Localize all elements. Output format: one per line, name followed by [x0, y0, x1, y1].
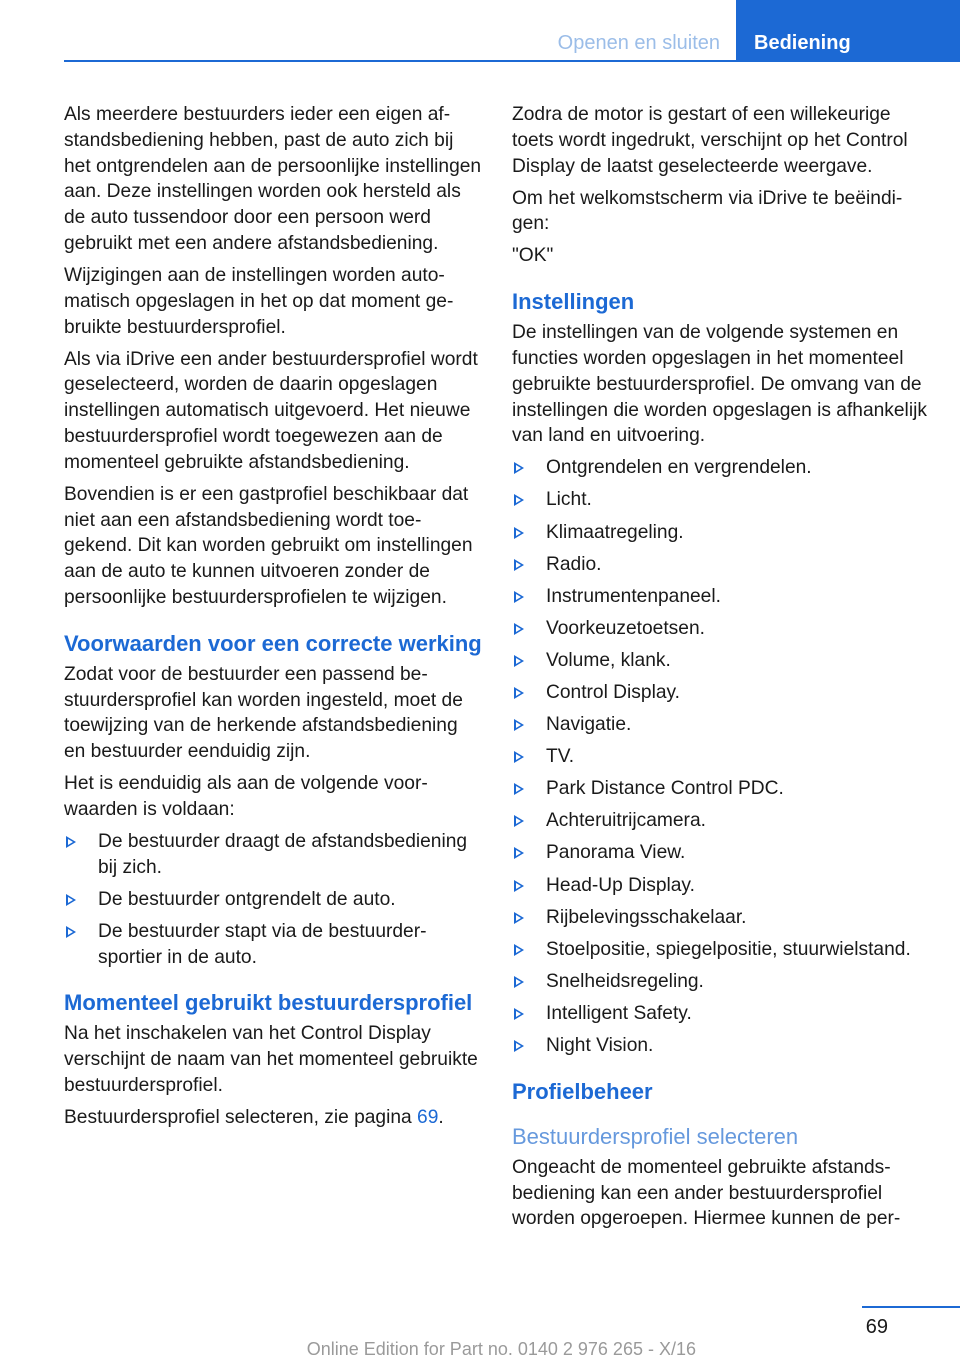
heading-conditions: Voorwaarden voor een correcte werking: [64, 630, 482, 656]
header-chapter-tab: Bediening: [736, 0, 960, 62]
list-item: Head-Up Display.: [512, 873, 928, 899]
list-item: Stoelpositie, spiegelpositie, stuurwielstand.: [512, 937, 928, 963]
list-item: Licht.: [512, 487, 928, 513]
paragraph: Als meerdere bestuurders ieder een eigen afstandsbediening hebben, past de auto zich bij het ontgrendelen aan de persoonlijke instellingen aan. Deze instellingen worden ook hersteld als de auto tussendoor door een persoon werd gebruikt met een andere afstandsbediening.: [64, 104, 482, 254]
list-item: Rijbelevingsschakelaar.: [512, 905, 928, 931]
list-item: Ontgrendelen en vergrendelen.: [512, 455, 928, 481]
paragraph: Bovendien is er een gastprofiel beschikbaar dat niet aan een afstandsbediening wordt toegekend. Dit kan worden gebruikt om instellingen aan de auto te kunnen uitvoeren zonder de persoonlijke bestuurdersprofielen te wijzigen.: [64, 483, 473, 608]
paragraph-with-page-reference: [64, 1105, 482, 1131]
list-item: Night Vision.: [512, 1033, 928, 1059]
page-number: 69: [865, 1316, 888, 1338]
left-column: [64, 102, 482, 1137]
paragraph: Ongeacht de momenteel gebruikte afstandsbediening kan een ander bestuurdersprofiel worden opgeroepen. Hiermee kunnen de per-: [512, 1156, 901, 1230]
list-item: Control Display.: [512, 680, 928, 706]
list-item: Achteruitrijcamera.: [512, 808, 928, 834]
conditions-list: [64, 829, 482, 971]
list-item: Instrumentenpaneel.: [512, 584, 928, 610]
paragraph: Zodra de motor is gestart of een willekeurige toets wordt ingedrukt, verschijnt op het Control Display de laatst geselecteerde weergave.: [512, 104, 908, 177]
paragraph: Zodat voor de bestuurder een passend bestuurdersprofiel kan worden ingesteld, moet de toewijzing van de herkende afstandsbediening en bestuurder eenduidig zijn.: [64, 663, 463, 763]
paragraph: Het is eenduidig als aan de volgende voorwaarden is voldaan:: [64, 773, 428, 820]
paragraph: Als via iDrive een ander bestuurdersprofiel wordt geselecteerd, worden de daarin opgeslagen instellingen automatisch uitgevoerd. Het nieuwe bestuurdersprofiel wordt toegewezen aan de momenteel gebruikte afstandsbediening.: [64, 348, 478, 473]
paragraph: De instellingen van de volgende systemen en functies worden opgeslagen in het momenteel gebruikte bestuurdersprofiel. De omvang van de instellingen die worden opgeslagen is afhankelijk van land en uitvoering.: [512, 322, 927, 447]
list-item: De bestuurder ontgrendelt de auto.: [64, 887, 482, 913]
page-reference-link[interactable]: 69: [417, 1107, 439, 1129]
heading-current-profile: Momenteel gebruikt bestuurdersprofiel: [64, 990, 473, 1016]
list-item: De bestuurder stapt via de bestuurdersportier in de auto.: [64, 919, 482, 971]
paragraph: "OK": [512, 245, 554, 267]
list-item: Panorama View.: [512, 840, 928, 866]
paragraph: Na het inschakelen van het Control Display verschijnt de naam van het momenteel gebruikte bestuurdersprofiel.: [64, 1023, 478, 1097]
paragraph: Om het welkomstscherm via iDrive te beëindigen:: [512, 187, 903, 235]
edition-footer: Online Edition for Part no. 0140 2 976 265 - X/16: [306, 1339, 696, 1359]
list-item: Intelligent Safety.: [512, 1001, 928, 1027]
heading-settings: Instellingen: [512, 289, 635, 315]
paragraph: Wijzigingen aan de instellingen worden automatisch opgeslagen in het op dat moment gebruikte bestuurdersprofiel.: [64, 264, 454, 338]
page-header: [0, 0, 960, 62]
settings-list: [512, 455, 928, 1058]
right-column: [512, 102, 928, 1238]
subheading-select-profile: Bestuurdersprofiel selecteren: [512, 1123, 799, 1149]
footer-rule: [862, 1306, 960, 1308]
list-item: Klimaatregeling.: [512, 520, 928, 546]
header-rule: [64, 60, 960, 62]
list-item: De bestuurder draagt de afstandsbediening bij zich.: [64, 829, 482, 881]
list-item: Voorkeuzetoetsen.: [512, 616, 928, 642]
reference-end: .: [438, 1107, 444, 1129]
heading-profile-management: Profielbeheer: [512, 1078, 653, 1104]
list-item: Snelheidsregeling.: [512, 969, 928, 995]
list-item: Park Distance Control PDC.: [512, 776, 928, 802]
header-section-title: Openen en sluiten: [557, 32, 720, 54]
reference-text: Bestuurdersprofiel selecteren, zie pagina: [64, 1107, 418, 1129]
list-item: Volume, klank.: [512, 648, 928, 674]
list-item: Radio.: [512, 552, 928, 578]
list-item: TV.: [512, 744, 928, 770]
list-item: Navigatie.: [512, 712, 928, 738]
